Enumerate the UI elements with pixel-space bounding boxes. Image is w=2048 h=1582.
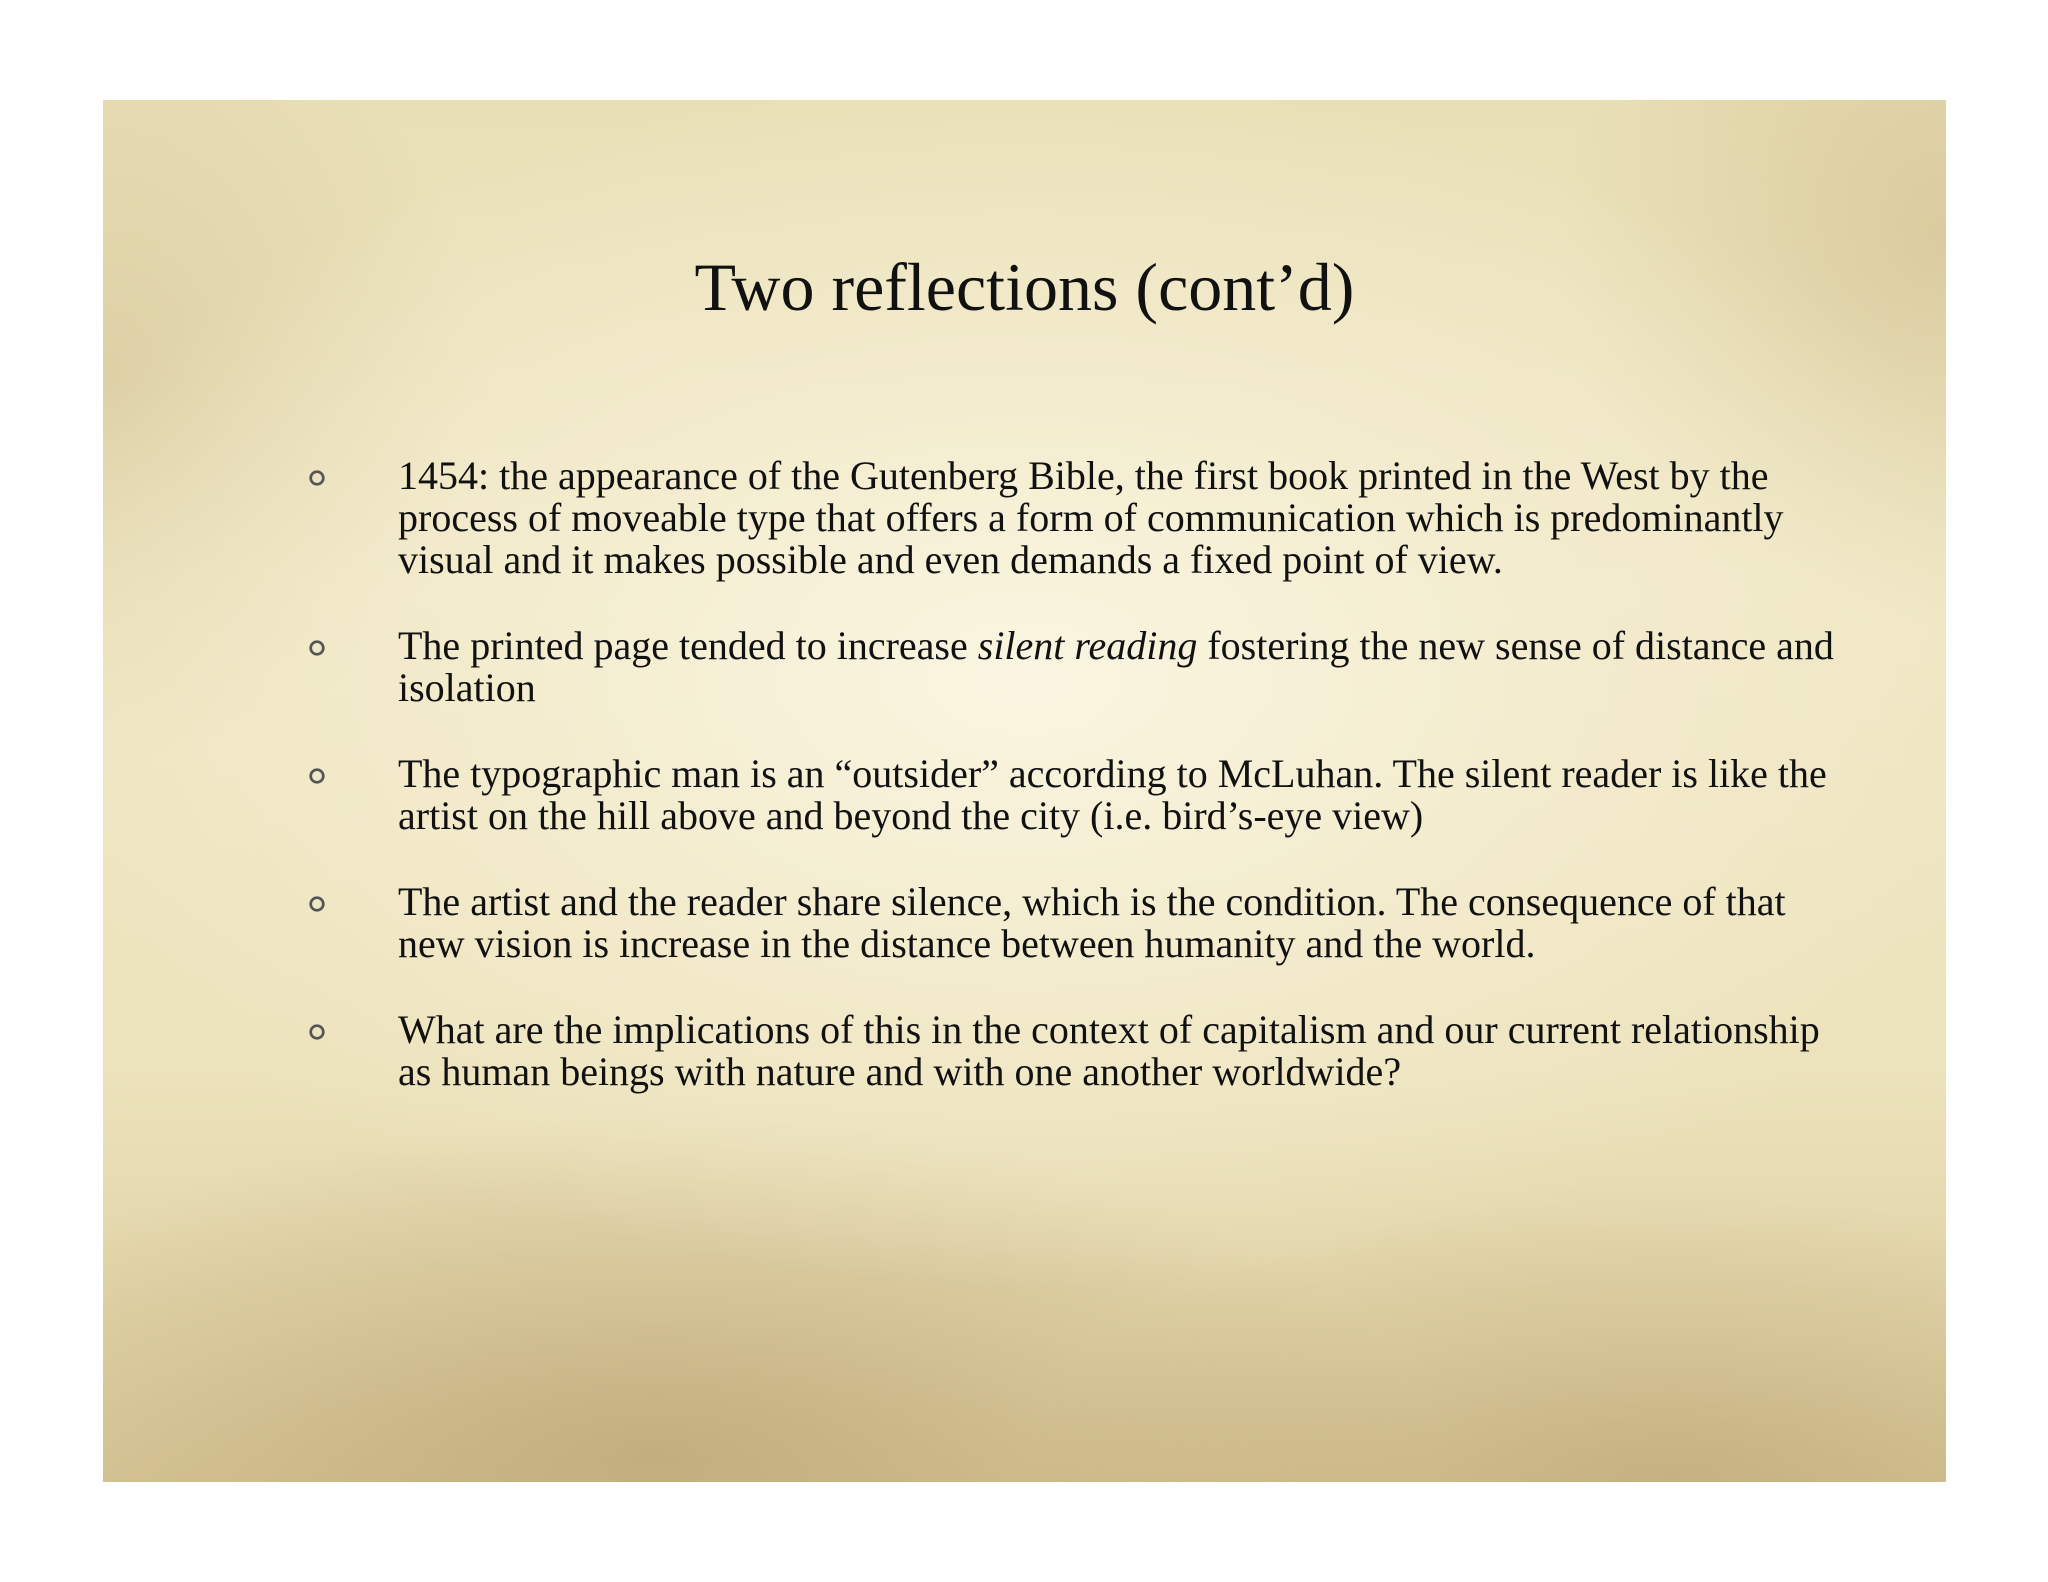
bullet-text-before: The printed page tended to increase [398, 623, 978, 668]
bullet-item [298, 1009, 1858, 1093]
bullet-text: 1454: the appearance of the Gutenberg Bible, the first book printed in the West by the process of moveable type that offers a form of communication which is predominantly visual and it makes possible and even demands a fixed point of view. [398, 453, 1784, 582]
hollow-circle-icon [308, 639, 326, 657]
hollow-circle-icon [308, 1023, 326, 1041]
bullet-text-after: fostering the new sense of distance and isolation [398, 623, 1834, 710]
bullet-item [298, 455, 1858, 581]
hollow-circle-icon [308, 469, 326, 487]
hollow-circle-icon [308, 767, 326, 785]
bullet-item [298, 881, 1858, 965]
bullet-item [298, 753, 1858, 837]
bullet-text: The typographic man is an “outsider” according to McLuhan. The silent reader is like the artist on the hill above and beyond the city (i.e. bird’s-eye view) [398, 751, 1827, 838]
bullet-text-emphasis: silent reading [977, 623, 1198, 668]
slide [103, 100, 1946, 1482]
bullet-text: What are the implications of this in the context of capitalism and our current relationship as human beings with nature and with one another worldwide? [398, 1007, 1820, 1094]
bullet-item [298, 625, 1858, 709]
bullet-text: The artist and the reader share silence, which is the condition. The consequence of that new vision is increase in the distance between humanity and the world. [398, 879, 1786, 966]
bullet-text [398, 623, 1834, 710]
bullet-list [298, 455, 1858, 1137]
slide-title: Two reflections (cont’d) [694, 249, 1355, 325]
hollow-circle-icon [308, 895, 326, 913]
